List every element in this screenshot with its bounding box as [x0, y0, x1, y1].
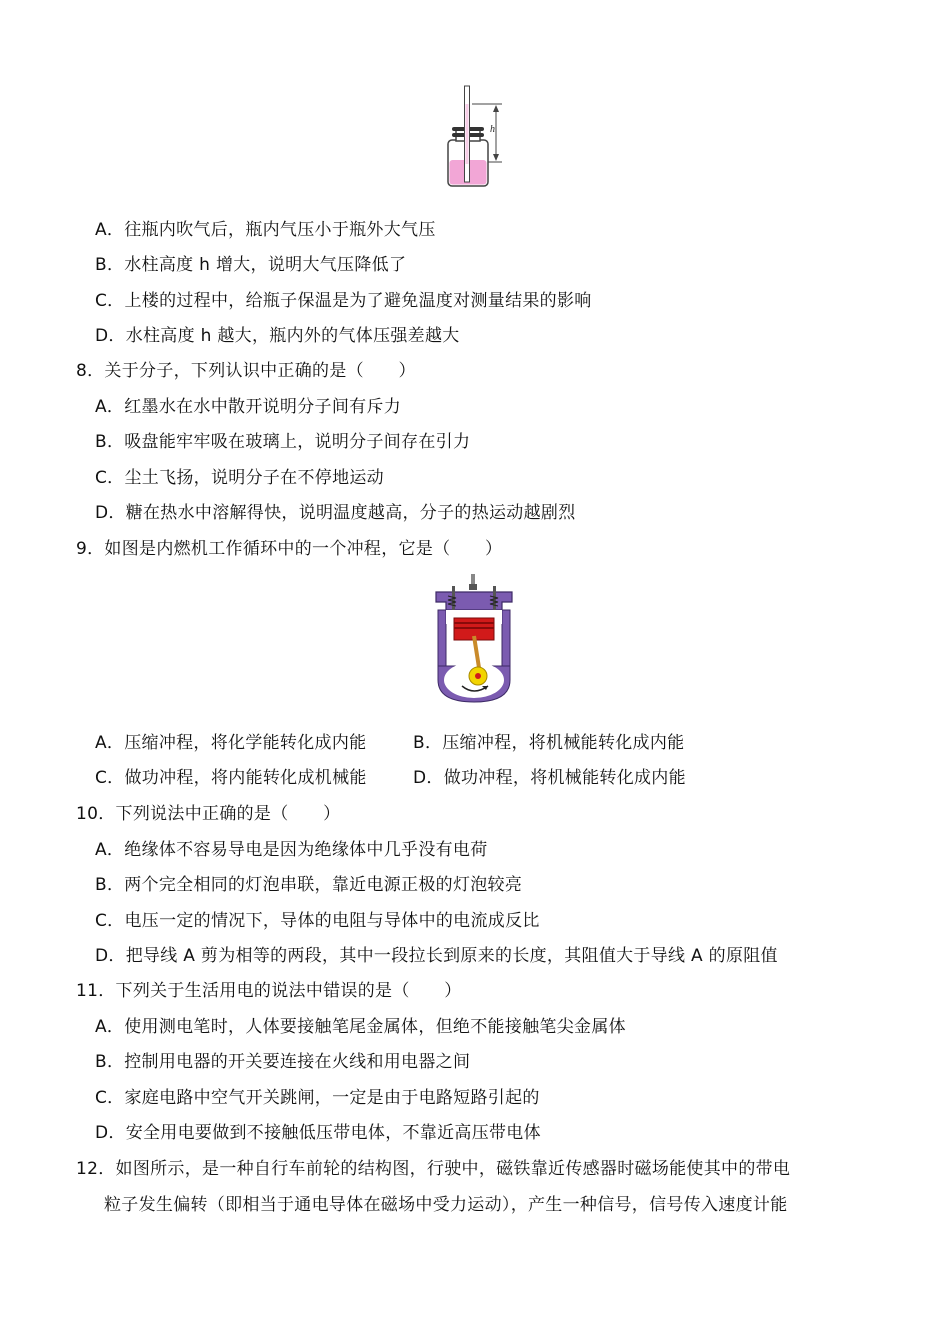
q9-option-b: B．压缩冲程，将机械能转化成内能 [413, 733, 685, 753]
q7-option-a: A．往瓶内吹气后，瓶内气压小于瓶外大气压 [95, 220, 436, 240]
q11-option-d: D．安全用电要做到不接触低压带电体，不靠近高压带电体 [95, 1123, 541, 1143]
q7-option-b: B．水柱高度 h 增大，说明大气压降低了 [95, 255, 407, 275]
q9-stem: 9．如图是内燃机工作循环中的一个冲程，它是（ ） [76, 539, 503, 559]
q9-option-d: D．做功冲程，将机械能转化成内能 [413, 768, 686, 788]
q11-option-c: C．家庭电路中空气开关跳闸，一定是由于电路短路引起的 [95, 1088, 540, 1108]
q8-option-a: A．红墨水在水中散开说明分子间有斥力 [95, 397, 402, 417]
q10-stem: 10．下列说法中正确的是（ ） [76, 804, 341, 824]
q9-option-c: C．做功冲程，将内能转化成机械能 [95, 768, 367, 788]
cylinder-head [436, 592, 512, 610]
q7-option-c: C．上楼的过程中，给瓶子保温是为了避免温度对测量结果的影响 [95, 291, 592, 311]
q8-option-d: D．糖在热水中溶解得快，说明温度越高，分子的热运动越剧烈 [95, 503, 576, 523]
q9-option-a: A．压缩冲程，将化学能转化成内能 [95, 733, 367, 753]
bottle-barometer-figure [440, 82, 512, 190]
q10-option-d: D．把导线 A 剪为相等的两段，其中一段拉长到原来的长度，其阻值大于导线 A 的原阻值 [95, 946, 778, 966]
q7-option-d: D．水柱高度 h 越大，瓶内外的气体压强差越大 [95, 326, 460, 346]
q8-option-b: B．吸盘能牢牢吸在玻璃上，说明分子间存在引力 [95, 432, 471, 452]
q12-stem: 12．如图所示，是一种自行车前轮的结构图，行驶中，磁铁靠近传感器时磁场能使其中的带电 [76, 1159, 791, 1179]
q11-option-a: A．使用测电笔时，人体要接触笔尾金属体，但绝不能接触笔尖金属体 [95, 1017, 626, 1037]
cylinder-wall-right [502, 610, 510, 666]
q11-option-b: B．控制用电器的开关要连接在火线和用电器之间 [95, 1052, 471, 1072]
q12-stem-continuation: 粒子发生偏转（即相当于通电导体在磁场中受力运动），产生一种信号，信号传入速度计能 [104, 1195, 788, 1215]
q10-option-b: B．两个完全相同的灯泡串联，靠近电源正极的灯泡较亮 [95, 875, 523, 895]
q10-option-a: A．绝缘体不容易导电是因为绝缘体中几乎没有电荷 [95, 840, 488, 860]
q10-option-c: C．电压一定的情况下，导体的电阻与导体中的电流成反比 [95, 911, 540, 931]
q8-option-c: C．尘土飞扬，说明分子在不停地运动 [95, 468, 384, 488]
q11-stem: 11．下列关于生活用电的说法中错误的是（ ） [76, 981, 462, 1001]
engine-stroke-figure [432, 572, 516, 704]
height-label: h [490, 124, 495, 135]
tube-water [466, 104, 469, 164]
q8-stem: 8．关于分子，下列认识中正确的是（ ） [76, 361, 416, 381]
cylinder-wall-left [438, 610, 446, 666]
